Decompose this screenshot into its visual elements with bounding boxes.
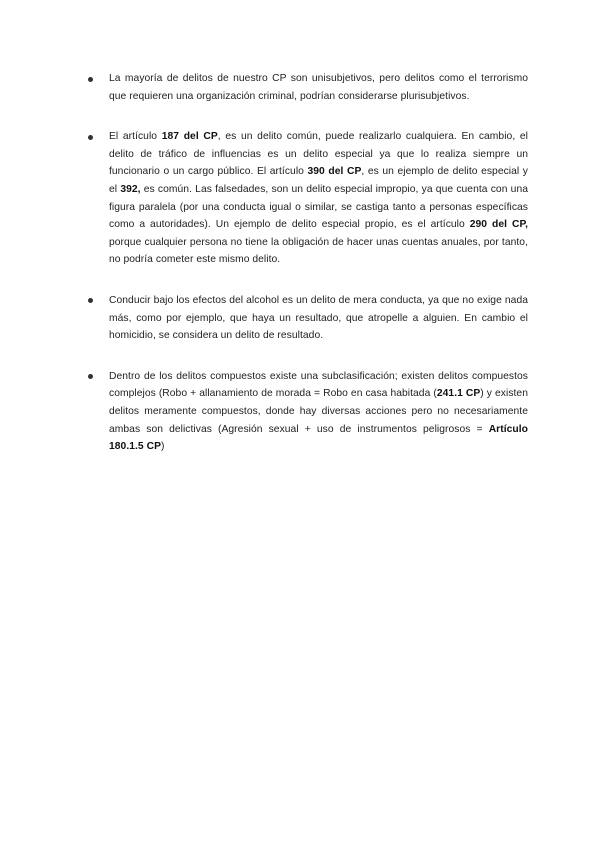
- bullet-dot-icon: [88, 77, 93, 82]
- text-segment: La mayoría de delitos de nuestro CP son unisubjetivos, pero delitos como el terrorismo que requieren una organización criminal, podrían considerarse plurisubjetivos.: [109, 73, 528, 102]
- article-reference: 392,: [120, 183, 141, 195]
- bullet-item-3: [88, 292, 528, 345]
- article-reference: 187 del CP: [161, 131, 218, 143]
- bullet-text: [109, 73, 528, 102]
- bullet-item-1: [88, 70, 528, 105]
- text-segment: ) y existen delitos meramente compuestos, donde hay diversas acciones pero no necesariamente ambas son delictivas (Agresión sexual + uso de instrumentos peligrosos =: [109, 388, 528, 435]
- text-segment: Dentro de los delitos compuestos existe una subclasificación; existen delitos compuestos complejos (Robo + allanamiento de morada = Robo en casa habitada (: [109, 370, 528, 400]
- text-segment: porque cualquier persona no tiene la obligación de hacer unas cuentas anuales, por tanto, no podría cometer este mismo delito.: [109, 236, 528, 266]
- text-segment: ): [161, 441, 165, 453]
- bullet-text: [109, 371, 528, 452]
- article-reference: 290 del CP,: [469, 219, 528, 231]
- bullet-text: [109, 295, 528, 341]
- text-segment: es común. Las falsedades, son un delito especial impropio, ya que cuenta con una figura paralela (por una conducta igual o similar, se castiga tanto a personas específicas como a autoridades). Un ejemplo de delito especial propio, es el artículo: [109, 183, 529, 231]
- bullet-text: [109, 131, 528, 265]
- article-reference: 390 del CP: [307, 166, 362, 178]
- article-reference: 241.1 CP: [436, 388, 481, 400]
- text-segment: El artículo: [109, 131, 162, 143]
- text-segment: , es un delito común, puede realizarlo cualquiera. En cambio, el delito de tráfico de influencias es un delito especial ya que lo realiza siempre un funcionario o un cargo público. El artículo: [109, 131, 528, 178]
- article-reference: Artículo 180.1.5 CP: [109, 423, 528, 453]
- bullet-dot-icon: [88, 298, 93, 303]
- bullet-item-4: [88, 368, 528, 456]
- bullet-dot-icon: [88, 374, 93, 379]
- bullet-dot-icon: [88, 135, 93, 140]
- bullet-list: [88, 70, 528, 479]
- bullet-item-2: [88, 128, 528, 269]
- text-segment: , es un ejemplo de delito especial y el: [109, 166, 528, 195]
- text-segment: Conducir bajo los efectos del alcohol es un delito de mera conducta, ya que no exige nada más, como por ejemplo, que haya un resultado, que atropelle a alguien. En cambio el homicidio, se considera un delito de resultado.: [109, 294, 528, 342]
